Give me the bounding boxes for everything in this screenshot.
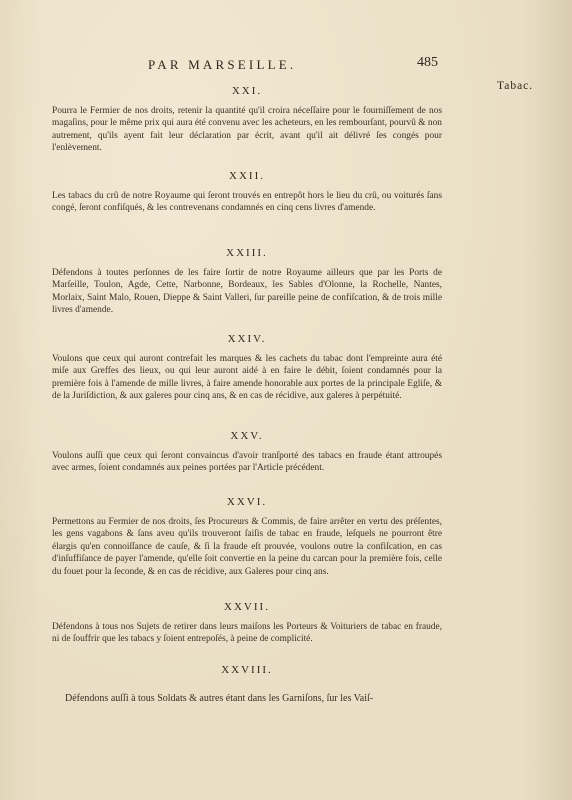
article-number: XXIV. (227, 333, 267, 345)
article-text: Voulons que ceux qui auront contrefait les marques & les cachets du tabac dont l'empreinte aura été miſe aux Greffes des lieux, ou qui leur auront aidé à en faire le débit, ſoient condamnés pour la première fois à l'amende de mille livres, à faire amende honorable aux portes de la principale Egliſe, & de la Juriſdiction, & aux galeres pour cinq ans, & en cas de récidive, aux galeres à perpétuité. (52, 354, 442, 402)
article-23 (52, 247, 442, 317)
article-number: XXIII. (226, 247, 268, 259)
article-text: Les tabacs du crû de notre Royaume qui ſeront trouvés en entrepôt hors le lieu du crû, ou voiturés ſans congé, ſeront confiſqués, & les contrevenans condamnés en cinq cens livres d'amende. (52, 191, 442, 214)
article-27 (52, 601, 442, 646)
article-24 (52, 333, 442, 403)
article-number: XXII. (229, 170, 265, 182)
article-text: Voulons auſſi que ceux qui ſeront convaincus d'avoir tranſporté des tabacs en fraude étant attroupés avec armes, ſoient condamnés aux peines portées par l'Article précédent. (52, 451, 442, 474)
article-21 (52, 85, 442, 155)
article-text: Défendons à toutes perſonnes de les faire ſortir de notre Royaume ailleurs que par les Ports de Marſeille, Toulon, Agde, Cette, Narbonne, Bordeaux, les Sables d'Olonne, la Rochelle, Nantes, Morlaix, Saint Malo, Rouen, Dieppe & Saint Valleri, ſur pareille peine de confiſcation, & de trois mille livres d'amende. (52, 268, 442, 316)
article-text: Permettons au Fermier de nos droits, ſes Procureurs & Commis, de faire arrêter en vertu des préſentes, les gens vagabons & ſans aveu qu'ils trouveront ſaiſis de tabac en fraude, leſquels ne pourront être élargis qu'en connoiſſance de cauſe, & ſi la fraude eſt prouvée, voulons outre la confiſcation, en cas d'inſuffiſance de payer l'amende, qu'elle ſoit convertie en la peine du carcan pour la première fois, celle du fouet pour la ſeconde, & en cas de récidive, aux Galeres pour cinq ans. (52, 517, 442, 577)
article-number: XXVII. (224, 601, 270, 613)
article-number: XXVI. (226, 496, 268, 508)
article-text: Défendons à tous nos Sujets de retirer dans leurs maiſons les Porteurs & Voituriers de tabac en fraude, ni de ſouffrir que les tabacs y ſoient entrepoſés, à peine de complicité. (52, 622, 442, 645)
margin-note: Tabac. (497, 80, 534, 92)
running-head (0, 57, 572, 77)
last-text-line: Défendons auſſi à tous Soldats & autres étant dans les Garniſons, ſur les Vaiſ- (65, 693, 374, 704)
article-26 (52, 496, 442, 578)
article-25 (52, 430, 442, 475)
article-number: XXI. (231, 85, 263, 97)
article-text: Pourra le Fermier de nos droits, retenir la quantité qu'il croira néceſſaire pour le fourniſſement de nos magaſins, pour le même prix qui aura été convenu avec les acheteurs, en les rembourſant, pourvû & non autrement, qu'ils ayent fait leur déclaration par écrit, avant qu'il ait délivré ſes congés pour l'enlèvement. (52, 106, 442, 154)
article-number: XXVIII. (221, 664, 273, 676)
article-28 (52, 664, 442, 684)
page-number: 485 (417, 55, 438, 70)
article-number: XXV. (230, 430, 264, 442)
running-title: PAR MARSEILLE. (148, 57, 297, 72)
article-22 (52, 170, 442, 215)
